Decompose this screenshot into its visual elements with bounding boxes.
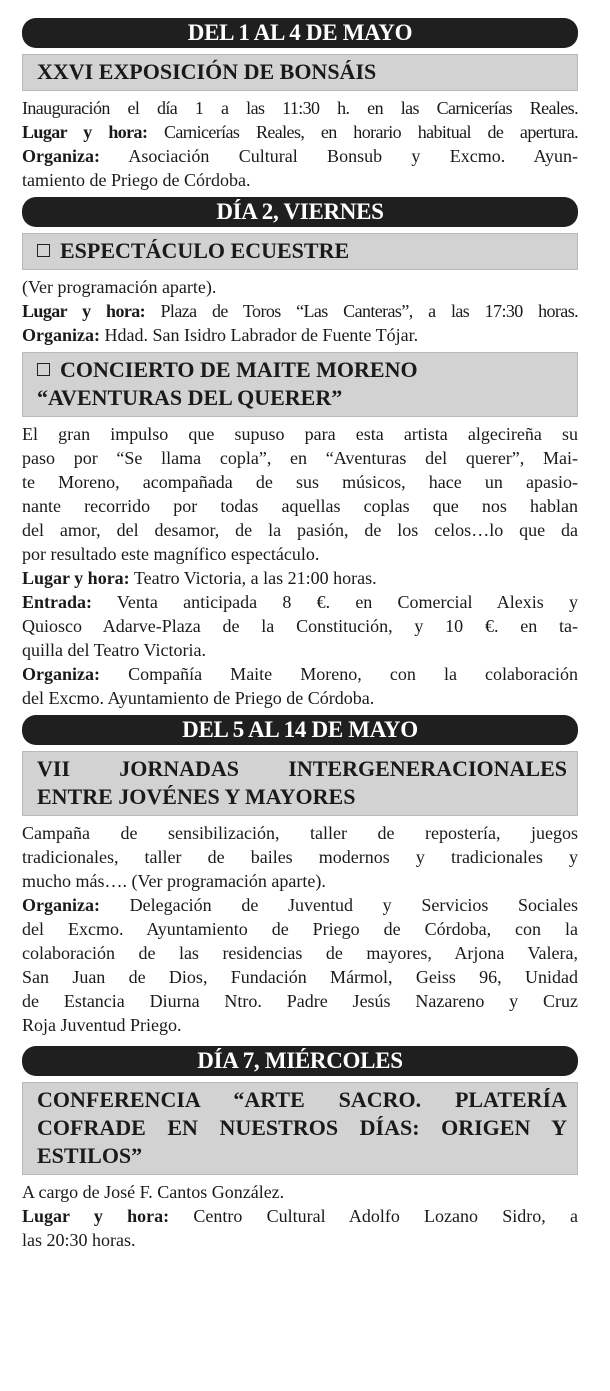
date-header-dia-2: DÍA 2, VIERNES	[22, 197, 578, 227]
detail-line: de Estancia Diurna Ntro. Padre Jesús Nazareno y Cruz	[22, 991, 578, 1011]
detail-line: colaboración de las residencias de mayores, Arjona Valera,	[22, 943, 578, 963]
detail-line: las 20:30 horas.	[22, 1230, 136, 1250]
event-title-text: ENTRE JOVÉNES Y MAYORES	[37, 784, 356, 809]
entrada-text: Venta anticipada 8 €. en Comercial Alexis y	[92, 592, 578, 612]
detail-line	[22, 590, 578, 614]
detail-line	[22, 144, 578, 168]
lugar-text: Teatro Victoria, a las 21:00 horas.	[129, 568, 377, 588]
event-title-text: ESTILOS”	[37, 1143, 143, 1168]
event-details-jornadas	[22, 821, 578, 1037]
checkbox-bullet-icon	[37, 244, 50, 257]
detail-line	[22, 120, 578, 144]
detail-line: mucho más…. (Ver programación aparte).	[22, 871, 326, 891]
detail-line: nante recorrido por todas aquellas coplas que nos hablan	[22, 496, 578, 516]
detail-line: Roja Juventud Priego.	[22, 1015, 182, 1035]
date-header-dia-7: DÍA 7, MIÉRCOLES	[22, 1046, 578, 1076]
checkbox-bullet-icon	[37, 363, 50, 376]
detail-line	[22, 566, 578, 590]
event-title-concierto	[22, 352, 578, 417]
date-header-5-14-mayo: DEL 5 AL 14 DE MAYO	[22, 715, 578, 745]
event-title-text: ESPECTÁCULO ECUESTRE	[37, 237, 567, 265]
lugar-label: Lugar y hora:	[22, 122, 148, 142]
event-title-bonsai	[22, 54, 578, 91]
detail-line	[22, 299, 578, 323]
lugar-text: Plaza de Toros “Las Canteras”, a las 17:30 horas.	[145, 301, 579, 321]
programme-page	[22, 18, 578, 1257]
detail-line	[22, 323, 578, 347]
organiza-text: Hdad. San Isidro Labrador de Fuente Tójar.	[100, 325, 419, 345]
detail-line: tradicionales, taller de bailes modernos y tradicionales y	[22, 847, 578, 867]
lugar-label: Lugar y hora:	[22, 1206, 170, 1226]
organiza-label: Organiza:	[22, 146, 100, 166]
organiza-text: Asociación Cultural Bonsub y Excmo. Ayun-	[100, 146, 578, 166]
detail-line: del Excmo. Ayuntamiento de Priego de Córdoba.	[22, 688, 375, 708]
event-title-text: COFRADE EN NUESTROS DÍAS: ORIGEN Y	[37, 1115, 567, 1140]
organiza-label: Organiza:	[22, 895, 100, 915]
organiza-label: Organiza:	[22, 664, 100, 684]
detail-line: San Juan de Dios, Fundación Mármol, Geiss 96, Unidad	[22, 967, 578, 987]
detail-line: Quiosco Adarve-Plaza de la Constitución, y 10 €. en ta-	[22, 616, 578, 636]
detail-line: Inauguración el día 1 a las 11:30 h. en las Carnicerías Reales.	[22, 98, 578, 118]
event-details-ecuestre	[22, 275, 578, 347]
detail-line	[22, 662, 578, 686]
event-title-conferencia	[22, 1082, 578, 1175]
detail-line: del Excmo. Ayuntamiento de Priego de Córdoba, con la	[22, 919, 578, 939]
organiza-label: Organiza:	[22, 325, 100, 345]
event-title-text: CONCIERTO DE MAITE MORENO	[37, 356, 567, 384]
detail-line	[22, 893, 578, 917]
entrada-label: Entrada:	[22, 592, 93, 612]
detail-line: del amor, del desamor, de la pasión, de los celos…lo que da	[22, 520, 578, 540]
event-title-text: CONFERENCIA “ARTE SACRO. PLATERÍA	[37, 1087, 567, 1112]
event-details-conferencia	[22, 1180, 578, 1252]
detail-line: El gran impulso que supuso para esta artista algecireña su	[22, 424, 578, 444]
date-header-1-4-mayo: DEL 1 AL 4 DE MAYO	[22, 18, 578, 48]
detail-line: te Moreno, acompañada de sus músicos, hace un apasio-	[22, 472, 578, 492]
detail-line: Campaña de sensibilización, taller de repostería, juegos	[22, 823, 578, 843]
event-title-jornadas	[22, 751, 578, 816]
event-title-text: VII JORNADAS INTERGENERACIONALES	[37, 756, 567, 781]
lugar-label: Lugar y hora:	[22, 568, 130, 588]
lugar-text: Centro Cultural Adolfo Lozano Sidro, a	[169, 1206, 578, 1226]
detail-line: (Ver programación aparte).	[22, 277, 217, 297]
detail-line: A cargo de José F. Cantos González.	[22, 1182, 285, 1202]
event-title-text: “AVENTURAS DEL QUERER”	[37, 385, 343, 410]
detail-line: tamiento de Priego de Córdoba.	[22, 170, 251, 190]
event-details-bonsai	[22, 96, 578, 192]
lugar-text: Carnicerías Reales, en horario habitual de apertura.	[147, 122, 578, 142]
event-details-concierto	[22, 422, 578, 710]
organiza-text: Compañía Maite Moreno, con la colaboración	[100, 664, 578, 684]
detail-line: por resultado este magnífico espectáculo.	[22, 544, 320, 564]
organiza-text: Delegación de Juventud y Servicios Sociales	[100, 895, 578, 915]
detail-line: paso por “Se llama copla”, en “Aventuras del querer”, Mai-	[22, 448, 578, 468]
event-title-ecuestre	[22, 233, 578, 270]
detail-line	[22, 1204, 578, 1228]
lugar-label: Lugar y hora:	[22, 301, 146, 321]
detail-line: quilla del Teatro Victoria.	[22, 640, 206, 660]
event-title-text: XXVI EXPOSICIÓN DE BONSÁIS	[37, 59, 377, 84]
